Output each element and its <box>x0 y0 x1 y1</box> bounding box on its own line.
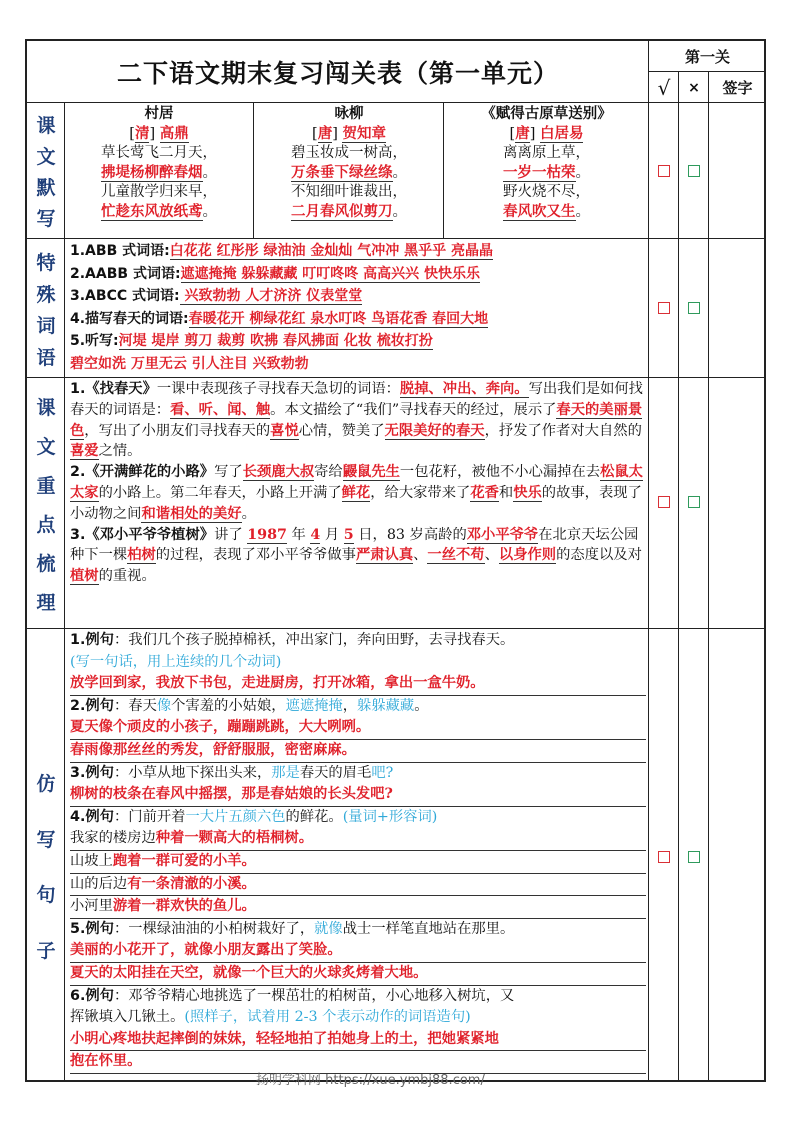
prefix: 我家的楼房边 <box>70 830 156 847</box>
answer-line: 柳树的枝条在春风中摇摆，那是春姑娘的长头发吧? <box>70 784 646 807</box>
sentence-imitation <box>70 630 646 1074</box>
text: ：小草从地下探出头来， <box>113 764 272 781</box>
text: 的态度以及对 <box>556 547 642 564</box>
keyword: 遮遮掩掩 <box>285 697 343 714</box>
label-char: 写 <box>36 208 56 230</box>
keyword: 躲躲藏藏 <box>357 697 415 714</box>
text: 写出我们是如何找春天的词语是： <box>70 381 643 418</box>
poem-line-answer: 万条垂下绿丝绦 <box>291 164 393 181</box>
divider <box>648 41 649 1082</box>
label-char: 文 <box>36 146 56 168</box>
answer: 喜悦 <box>270 422 299 439</box>
answer: 松鼠太太家 <box>70 464 643 501</box>
divider <box>27 102 766 103</box>
prefix: 山坡上 <box>70 852 113 869</box>
word-value: 碧空如洗 万里无云 引人注目 兴致勃勃 <box>70 355 309 372</box>
divider <box>27 238 766 239</box>
text: 、 <box>484 547 499 564</box>
example-label: 5.例句 <box>70 920 114 937</box>
answer-line: 夏天的太阳挂在天空，就像一个巨大的火球炙烤着大地。 <box>70 963 646 986</box>
key-point-1 <box>70 379 646 462</box>
label-char: 点 <box>36 514 56 536</box>
text: 的小路上。第二年春天，小路上开满了 <box>98 484 342 501</box>
pass-checkbox-row1[interactable] <box>658 165 670 177</box>
key-point-2 <box>70 462 646 524</box>
label-char: 仿 <box>36 773 56 796</box>
lesson-title: 1.《找春天》 <box>70 381 157 397</box>
example-label: 1.例句 <box>70 632 114 648</box>
answer: 花香 <box>470 484 499 501</box>
text: 战士一样笔直地站在那里。 <box>342 920 515 937</box>
answer-line: 放学回到家，我放下书包，走进厨房，打开冰箱，拿出一盒牛奶。 <box>70 673 646 696</box>
answer: 1987 <box>247 526 287 543</box>
divider <box>443 103 444 238</box>
answer: 种着一颗高大的梧桐树。 <box>155 830 314 847</box>
label-char: 文 <box>36 436 56 458</box>
answer-line: 夏天像个顽皮的小孩子，蹦蹦跳跳，大大咧咧。 <box>70 717 646 740</box>
label-char: 语 <box>36 347 56 370</box>
label-char: 课 <box>36 115 56 137</box>
poem-title: 村居 <box>144 106 174 122</box>
label-char: 课 <box>36 397 56 419</box>
row-label-key-points <box>27 381 65 627</box>
poem-dynasty: 唐 <box>515 125 530 142</box>
prefix: 小河里 <box>70 898 113 915</box>
example-label: 6.例句 <box>70 987 114 1004</box>
divider <box>678 72 679 1082</box>
page-title: 二下语文期末复习闯关表（第一单元） <box>116 59 559 88</box>
fail-checkbox-row3[interactable] <box>688 496 700 508</box>
hint: (照样子，试着用 2-3 个表示动作的词语造句) <box>184 1009 471 1026</box>
poem-title: 咏柳 <box>334 106 364 122</box>
keyword: 就像 <box>314 920 343 937</box>
answer-line: 小明心疼地扶起摔倒的妹妹，轻轻地拍了拍她身上的土，把她紧紧地 <box>70 1029 646 1052</box>
answer: 喜爱 <box>70 443 99 460</box>
poem-author: 贺知章 <box>342 125 386 142</box>
poem-line-answer: 二月春风似剪刀 <box>291 203 393 220</box>
answer: 脱掉、冲出、奔向。 <box>399 381 529 397</box>
answer: 看、听、闻、触 <box>170 401 271 418</box>
text: ：春天 <box>113 697 157 714</box>
answer: 和谐相处的美好 <box>141 505 242 522</box>
label-char: 梳 <box>36 553 56 575</box>
answer: 春天的美丽景色 <box>70 401 643 439</box>
word-label: 5.听写: <box>70 333 119 349</box>
word-label: 2.AABB 式词语: <box>70 265 181 282</box>
text: 的故事，表现了小动物之间 <box>70 484 642 522</box>
poem-cunju: 村居 [清] 高鼎 草长莺飞二月天， 拂堤杨柳醉春烟。 儿童散学归来早， 忙趁东风放纸鸢。 <box>65 105 253 222</box>
divider <box>27 628 766 629</box>
answer: 柏树 <box>127 547 156 564</box>
answer: 快乐 <box>513 484 542 501</box>
answer: 鼹鼠先生 <box>342 464 400 481</box>
poem-line-answer: 忙趁东风放纸鸢 <box>101 203 203 220</box>
answer-line: 美丽的小花开了，就像小朋友露出了笑脸。 <box>70 940 646 963</box>
poem-line: 儿童散学归来早， <box>101 184 217 200</box>
poem-author: 高鼎 <box>159 125 189 142</box>
text: 之情。 <box>98 443 142 460</box>
word-label: 1.ABB 式词语: <box>70 243 170 259</box>
example-label: 2.例句 <box>70 697 114 714</box>
poem-fude: 《赋得古原草送别》 [唐] 白居易 离离原上草， 一岁一枯荣。 野火烧不尽， 春风吹又生。 <box>445 105 648 222</box>
sign-header: 签字 <box>722 79 753 97</box>
answer-line: 抱在怀里。 <box>70 1051 646 1074</box>
example-label: 3.例句 <box>70 764 114 781</box>
text: 挥锹填入几锹土。 <box>70 1009 185 1026</box>
example-text: ：我们几个孩子脱掉棉袄，冲出家门，奔向田野，去寻找春天。 <box>113 632 515 648</box>
poem-dynasty: 唐 <box>317 125 333 142</box>
key-points <box>70 379 646 587</box>
text: 。 <box>241 505 256 522</box>
label-char: 写 <box>36 828 56 851</box>
text: 月 <box>320 526 344 543</box>
special-words <box>70 240 644 375</box>
answer: 有一条清澈的小溪。 <box>127 875 256 892</box>
lesson-title: 3.《邓小平爷爷植树》 <box>70 526 215 543</box>
cross-header: × <box>688 79 700 96</box>
fail-checkbox-row1[interactable] <box>688 165 700 177</box>
text: ， <box>342 697 358 714</box>
keyword: 吧? <box>371 764 394 781</box>
fail-checkbox-row4[interactable] <box>688 851 700 863</box>
text: ，给大家带来了 <box>370 484 471 501</box>
poem-line-answer: 拂堤杨柳醉春烟 <box>101 164 203 181</box>
text: 写了 <box>214 464 243 481</box>
text: ：一棵绿油油的小柏树栽好了， <box>113 920 315 937</box>
text: 、 <box>413 547 428 564</box>
text: ：门前开着 <box>113 808 186 825</box>
answer: 鲜花 <box>341 484 371 501</box>
label-char: 理 <box>36 592 56 614</box>
text: 年 <box>287 526 311 543</box>
text: 讲了 <box>214 526 248 543</box>
text: 和 <box>498 484 514 501</box>
label-char: 子 <box>36 939 56 962</box>
key-point-3 <box>70 525 646 587</box>
row-label-special-words <box>27 243 65 375</box>
answer: 跑着一群可爱的小羊。 <box>112 852 256 869</box>
text: 一包花籽，被他不小心漏掉在去 <box>399 464 601 481</box>
row-label-imitation <box>27 741 65 991</box>
text: 春天的眉毛 <box>299 764 372 781</box>
text: 一课中表现孩子寻找春天急切的词语： <box>156 381 400 397</box>
word-label: 4.描写春天的词语: <box>70 310 189 327</box>
text: ，抒发了作者对大自然的 <box>484 422 642 439</box>
poem-line: 草长莺飞二月天， <box>101 145 217 161</box>
word-value: 白花花 红彤彤 绿油油 金灿灿 气冲冲 黑乎乎 亮晶晶 <box>169 243 493 259</box>
keyword: 那是 <box>271 764 300 781</box>
poem-line-answer: 春风吹又生 <box>503 203 576 220</box>
poem-line: 不知细叶谁裁出， <box>291 184 407 200</box>
text: ：邓爷爷精心地挑选了一棵茁壮的柏树苗，小心地移入树坑，又 <box>113 987 515 1004</box>
poem-line-answer: 一岁一枯荣 <box>503 164 576 181</box>
text: 的过程，表现了邓小平爷爷做事 <box>155 547 356 564</box>
label-char: 词 <box>36 315 56 338</box>
pass-checkbox-row4[interactable] <box>658 851 670 863</box>
label-char: 重 <box>36 475 56 497</box>
watermark: 扬明学科网 https://xue.ymbj88.com/ <box>256 1073 485 1088</box>
pass-checkbox-row3[interactable] <box>658 496 670 508</box>
fail-checkbox-row2[interactable] <box>688 302 700 314</box>
answer: 一丝不苟 <box>427 547 485 564</box>
text: 寄给 <box>314 464 343 481</box>
pass-checkbox-row2[interactable] <box>658 302 670 314</box>
label-char: 特 <box>36 251 56 274</box>
poem-title: 《赋得古原草送别》 <box>481 106 612 122</box>
text: 心情，赞美了 <box>298 422 385 439</box>
answer: 邓小平爷爷 <box>466 526 539 543</box>
lesson-title: 2.《开满鲜花的小路》 <box>70 464 215 481</box>
example-label: 4.例句 <box>70 808 114 825</box>
word-label: 3.ABCC 式词语: <box>70 288 180 304</box>
hint: (量词+形容词) <box>342 808 438 825</box>
poem-line: 碧玉妆成一树高， <box>291 145 407 161</box>
keyword: 一大片五颜六色 <box>185 808 286 825</box>
divider <box>708 72 709 1082</box>
hint: (写一句话，用上连续的几个动词) <box>70 653 282 670</box>
text: 日，83 岁高龄的 <box>353 526 467 543</box>
label-char: 殊 <box>36 283 56 306</box>
text: 个害羞的小姑娘， <box>171 697 286 714</box>
answer: 严肃认真 <box>355 547 414 564</box>
answer: 植树 <box>70 568 99 585</box>
answer: 4 <box>310 526 321 543</box>
word-value: 遮遮掩掩 躲躲藏藏 叮叮咚咚 高高兴兴 快快乐乐 <box>180 265 481 282</box>
label-char: 句 <box>36 884 56 907</box>
poem-author: 白居易 <box>539 125 584 142</box>
text: ，写出了小朋友们寻找春天的 <box>84 422 271 439</box>
row-label-recitation <box>27 107 65 235</box>
text: 在北京天坛公园种下一棵 <box>70 526 639 564</box>
word-value: 春暖花开 柳绿花红 泉水叮咚 鸟语花香 春回大地 <box>188 310 489 327</box>
text: 的重视。 <box>98 568 156 585</box>
check-header: √ <box>657 75 671 100</box>
prefix: 山的后边 <box>70 875 128 892</box>
divider <box>27 377 766 378</box>
answer: 以身作则 <box>498 547 557 564</box>
poem-line: 野火烧不尽， <box>503 184 590 200</box>
answer-line: 春雨像那丝丝的秀发，舒舒服服，密密麻麻。 <box>70 740 646 763</box>
answer: 游着一群欢快的鱼儿。 <box>112 898 256 915</box>
poem-yongliu: 咏柳 [唐] 贺知章 碧玉妆成一树高， 万条垂下绿丝绦。 不知细叶谁裁出， 二月春风似剪刀。 <box>255 105 443 222</box>
answer: 5 <box>343 526 354 543</box>
level-header: 第一关 <box>684 48 730 66</box>
text: 。本文描绘了“我们”寻找春天的经过，展示了 <box>270 401 557 418</box>
answer: 无限美好的春天 <box>384 422 485 439</box>
keyword: 像 <box>156 697 172 714</box>
text: 。 <box>414 697 429 714</box>
label-char: 默 <box>36 177 56 199</box>
poem-line: 离离原上草， <box>503 145 590 161</box>
divider <box>253 103 254 238</box>
text: 的鲜花。 <box>285 808 343 825</box>
word-value: 兴致勃勃 人才济济 仪表堂堂 <box>179 288 363 304</box>
word-value: 河堤 堤岸 剪刀 裁剪 吹拂 春风拂面 化妆 梳妆打扮 <box>118 333 433 349</box>
answer: 长颈鹿大叔 <box>242 464 315 481</box>
review-table <box>25 39 766 1082</box>
poem-dynasty: 清 <box>134 125 150 142</box>
